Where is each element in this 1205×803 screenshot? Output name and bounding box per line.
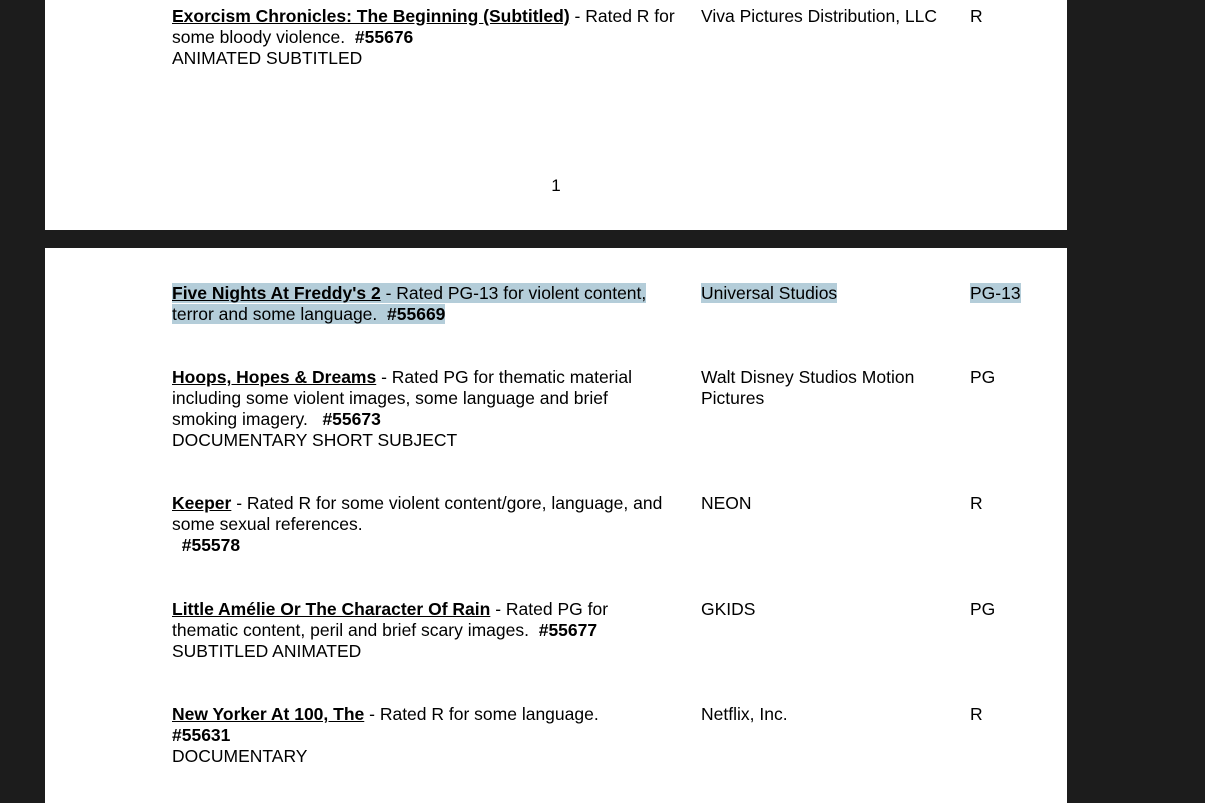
film-company: Walt Disney Studios Motion Pictures (701, 367, 915, 408)
film-company-text: Universal Studios (701, 283, 838, 303)
film-title[interactable]: Little Amélie Or The Character Of Rain (172, 599, 491, 619)
film-rating: R (970, 6, 983, 26)
film-separator: - (231, 493, 247, 513)
film-description (172, 367, 677, 451)
film-description (172, 493, 677, 556)
film-rating: PG (970, 367, 996, 387)
page-number: 1 (551, 176, 561, 195)
film-rating-reason: Rated R for some violent content/gore, language, and some sexual references. (172, 493, 663, 534)
film-certificate-number: #55631 (172, 725, 231, 745)
film-tags: ANIMATED SUBTITLED (172, 48, 363, 68)
film-separator: - (490, 599, 506, 619)
film-description (172, 6, 677, 69)
film-rating: R (970, 493, 983, 513)
document-page-1 (45, 0, 1067, 230)
film-company: Netflix, Inc. (701, 704, 788, 724)
film-company: Viva Pictures Distribution, LLC (701, 6, 938, 26)
film-certificate-number: #55673 (322, 409, 381, 429)
film-tags: DOCUMENTARY SHORT SUBJECT (172, 430, 458, 450)
film-separator: - (364, 704, 380, 724)
document-page-2 (45, 248, 1067, 803)
film-separator: - (380, 283, 397, 303)
film-separator: - (569, 6, 586, 26)
film-tags: DOCUMENTARY (172, 746, 308, 766)
film-separator: - (376, 367, 392, 387)
film-description (172, 599, 677, 662)
film-rating-reason: Rated PG for thematic material including some violent images, some language and brief smoking imagery. (172, 367, 633, 429)
film-company: NEON (701, 493, 752, 513)
film-rating-reason: Rated R for some language. (379, 704, 599, 724)
film-certificate-line (172, 535, 677, 556)
film-rating-reason: Rated PG for thematic content, peril and brief scary images. (172, 599, 609, 640)
film-certificate-number: #55669 (387, 304, 446, 324)
film-rating-reason: Rated R for some bloody violence. (172, 6, 675, 47)
film-tags: SUBTITLED ANIMATED (172, 641, 362, 661)
film-certificate-number: #55578 (181, 535, 241, 555)
film-description (172, 283, 677, 325)
film-rating: PG (970, 599, 996, 619)
film-rating-text: PG-13 (970, 283, 1021, 303)
film-title[interactable]: Hoops, Hopes & Dreams (172, 367, 377, 387)
film-certificate-number: #55676 (354, 27, 414, 47)
film-title[interactable]: Five Nights At Freddy's 2 (172, 283, 381, 303)
film-title[interactable]: Exorcism Chronicles: The Beginning (Subtitled) (172, 6, 570, 26)
page-2-content (45, 248, 1067, 803)
film-title[interactable]: New Yorker At 100, The (172, 704, 365, 724)
film-rating: R (970, 704, 983, 724)
film-certificate-line (172, 725, 677, 746)
film-rating (970, 283, 1050, 304)
page-1-content (45, 0, 1067, 230)
film-title[interactable]: Keeper (172, 493, 232, 513)
film-company: GKIDS (701, 599, 756, 619)
film-description (172, 704, 677, 767)
film-certificate-number: #55677 (538, 620, 598, 640)
film-rating-reason: Rated PG-13 for violent content, terror and some language. (172, 283, 647, 324)
film-company (701, 283, 966, 304)
